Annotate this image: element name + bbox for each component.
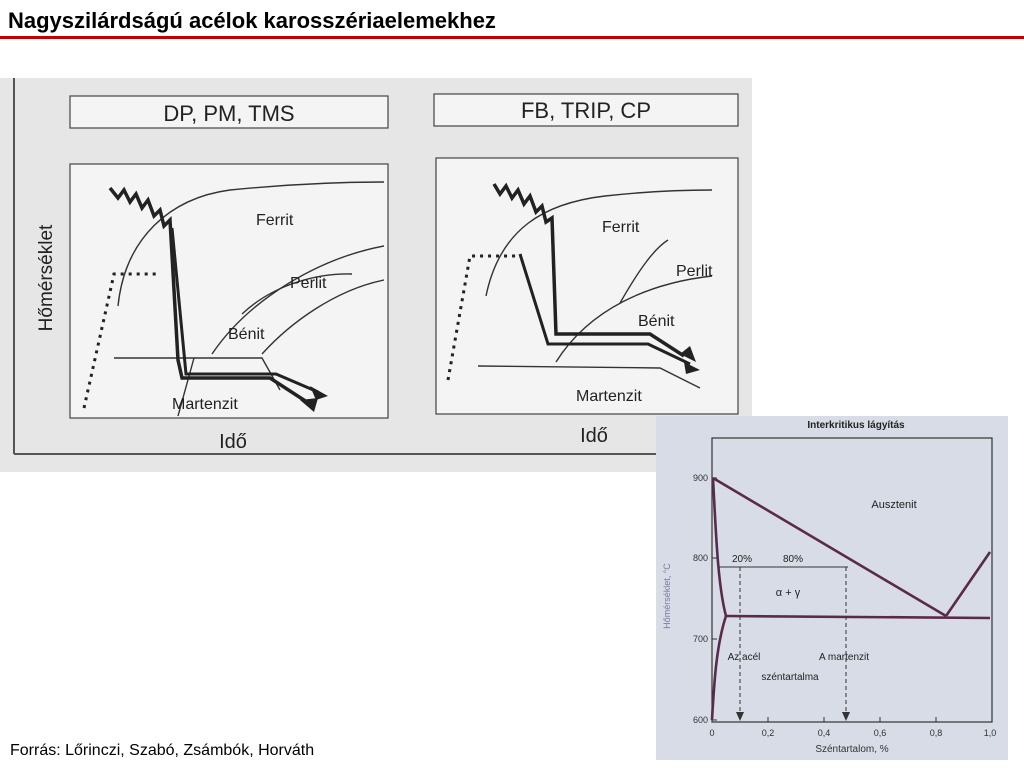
- left-phase-perlit: Perlit: [290, 275, 327, 292]
- phase-diagram-title: Interkritikus lágyítás: [807, 420, 905, 431]
- phase-diagram: [656, 416, 1008, 760]
- left-x-axis-label: Idő: [219, 431, 247, 453]
- source-footer: Forrás: Lőrinczi, Szabó, Zsámbók, Horváth: [10, 742, 315, 759]
- phase-x-tick-0-8: 0,8: [929, 728, 943, 738]
- phase-fraction-right: 80%: [782, 554, 804, 565]
- phase-y-tick-600: 600: [692, 715, 708, 725]
- left-phase-ferrit: Ferrit: [256, 212, 294, 229]
- right-panel-plot: [436, 158, 738, 414]
- right-phase-martenzit: Martenzit: [576, 388, 642, 405]
- left-phase-martenzit: Martenzit: [172, 396, 238, 413]
- right-x-axis-label: Idő: [580, 425, 608, 447]
- title-divider: [0, 36, 1024, 39]
- page-title: Nagyszilárdságú acélok karosszériaelemekhez: [8, 8, 496, 33]
- phase-y-axis-label: Hőmérséklet, °C: [662, 563, 672, 629]
- right-phase-benit: Bénit: [638, 313, 675, 330]
- phase-two-phase-label: α + γ: [775, 587, 801, 599]
- phase-y-tick-900: 900: [692, 473, 708, 483]
- phase-x-tick-0-4: 0,4: [817, 728, 831, 738]
- phase-annotation-left: Az acél: [727, 652, 761, 663]
- phase-y-tick-800: 800: [692, 553, 708, 563]
- phase-fraction-left: 20%: [731, 554, 753, 565]
- right-phase-ferrit: Ferrit: [602, 219, 640, 236]
- phase-annotation-right: A martenzit: [818, 652, 870, 663]
- phase-x-axis-label: Széntartalom, %: [815, 744, 889, 755]
- phase-x-tick-1-0: 1,0: [983, 728, 997, 738]
- left-panel-plot: [70, 164, 388, 418]
- cct-y-axis-label: Hőmérséklet: [36, 224, 57, 332]
- left-phase-benit: Bénit: [228, 326, 265, 343]
- phase-x-tick-0: 0: [709, 728, 715, 738]
- phase-annotation-bottom: széntartalma: [761, 672, 819, 683]
- phase-x-tick-0-2: 0,2: [761, 728, 775, 738]
- right-panel-heading: FB, TRIP, CP: [520, 98, 652, 123]
- phase-region-austenite: Ausztenit: [871, 499, 917, 511]
- cct-diagram: [0, 78, 752, 472]
- phase-x-tick-0-6: 0,6: [873, 728, 887, 738]
- left-panel-heading: DP, PM, TMS: [163, 101, 295, 126]
- right-phase-perlit: Perlit: [676, 263, 713, 280]
- phase-y-tick-700: 700: [692, 634, 708, 644]
